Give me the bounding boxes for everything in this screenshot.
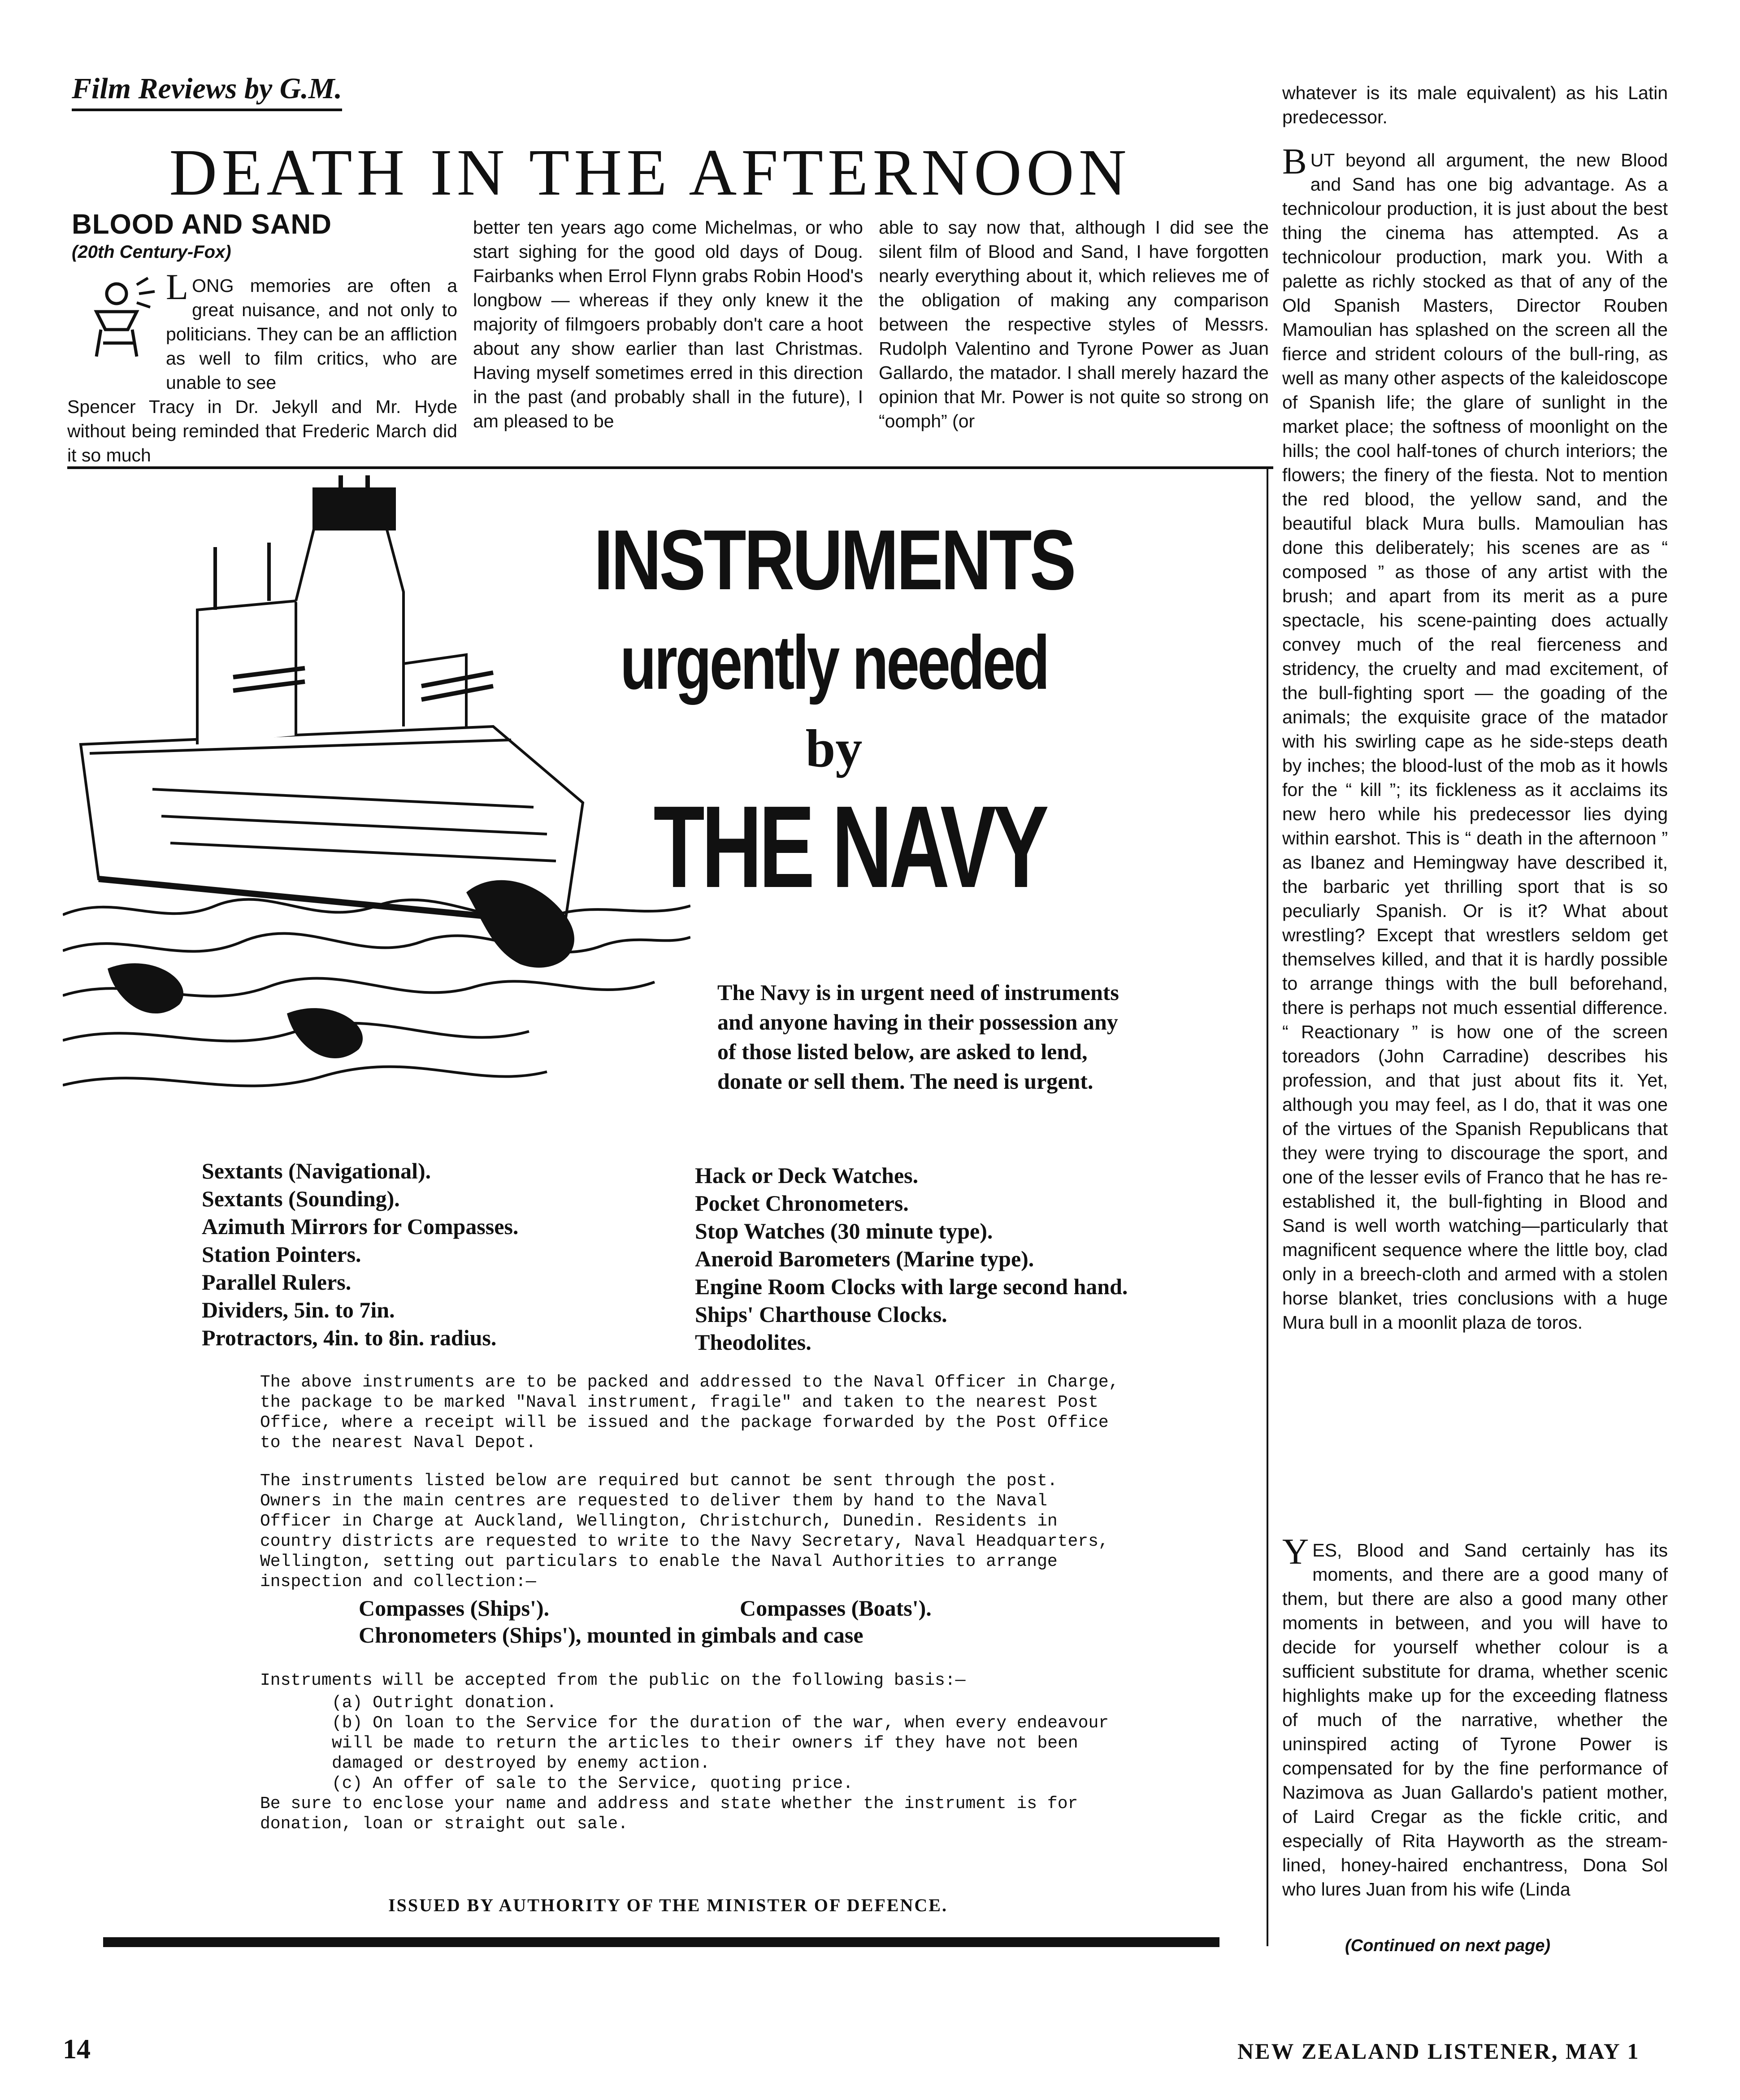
article-headline: DEATH IN THE AFTERNOON <box>169 136 1131 209</box>
list-item: Dividers, 5in. to 7in. <box>202 1297 395 1322</box>
review-col1-text: ONG memories are often a great nuisance, and not only to politicians. They can be an affliction as well to film critics, who are unable to see <box>166 275 457 393</box>
advert-bottom-rule <box>103 1937 1219 1947</box>
advert-headline-by: by <box>805 718 863 778</box>
review-column-3: able to say now that, although I did see the silent film of Blood and Sand, I have forgotten nearly everything about it, which relieves me of the obligation of making any comparison between the respective styles of Messrs. Rudolph Valentino and Tyrone Power as Juan Gallardo, the matador. I shall merely hazard the opinion that Mr. Power is not quite so strong on “oomph” (or <box>879 217 1269 431</box>
list-item: Hack or Deck Watches. <box>695 1163 919 1188</box>
drop-cap-b: B <box>1282 141 1307 182</box>
list-item: Sextants (Sounding). <box>202 1186 400 1211</box>
list-item: Stop Watches (30 minute type). <box>695 1218 993 1243</box>
drop-cap-l: L <box>166 266 189 307</box>
review-col4-text: UT beyond all argument, the new Blood and Sand has one big advantage. As a technicolour production, it is just about the best thing the cinema has attempted. As a technicolour production, mark you. With a palette as richly stocked as that of any of the Old Spanish Masters, Director Rouben Mamoulian has splashed on the screen all the fierce and strident colours of the bull-ring, as well as many other aspects of the kaleidoscope of Spanish life; the glare of sunlight in the market place; the softness of moonlight on the hills; the cool half-tones of church interiors; the flowers; the finery of the fiesta. Not to mention the red blood, the yellow sand, and the beautiful black Mura bulls. Mamoulian has done this deliberately; his scenes are as “ composed ” as those of any artist with the brush; and apart from its merit as a pure spectacle, his scene-painting does actually convey much of the real fierceness and stridency, the cruelty and mad excitement, of the bull-fighting sport — the goading of the animals; the exquisite grace of the matador with his swirling cape as he side-steps death by inches; the blood-lust of the mob as it howls for the “ kill ”; its fickleness as it acclaims its new hero while his predecessor lies dying within earshot. This is “ death in the afternoon ” as Ibanez and Hemingway have described it, the barbaric yet thrilling sport that is so peculiarly Spanish. Or is it? What about wrestling? Except that wrestlers seldom get themselves killed, and that it is hardly possible to arrange things with the bull beforehand, there is perhaps not much essential difference. “ Reactionary ” is how one of the screen toreadors (John Carradine) describes his profession, and that just about fits it. Yet, although you may feel, as I do, that it was one of the virtues of the Spanish Republicans that they were trying to discourage the sport, and one of the lesser evils of Franco that he has re-established it, the bull-fighting in Blood and Sand is well worth watching—particularly that magnificent sequence where the little boy, clad only in a breech-cloth and armed with a stolen horse blanket, tries conclusions with a huge Mura bull in a moonlit plaza de toros. <box>1282 150 1668 1333</box>
section-tag: Film Reviews by G.M. <box>72 72 342 111</box>
advert-headline-urgently-needed: urgently needed <box>620 620 1048 705</box>
list-item: Engine Room Clocks with large second hand. <box>695 1274 1128 1299</box>
film-title: BLOOD AND SAND <box>72 209 332 240</box>
critic-sketch-icon <box>69 276 159 361</box>
review-col4-final-text: ES, Blood and Sand certainly has its moments, and there are a good many of them, but there are also a good many other moments in between, and you will have to decide for yourself whether colour is a sufficient substitute for drama, whether scenic highlights make up for the exceeding flatness of much of the narrative, whether the uninspired acting of Tyrone Power is compensated for by the fine performance of Nazimova as Juan Gallardo's patient mother, of Laird Cregar as the fickle critic, and especially of Rita Hayworth as the stream-lined, honey-haired enchantress, Dona Sol who lures Juan from his wife (Linda <box>1282 1540 1668 1900</box>
list-item: Ships' Charthouse Clocks. <box>695 1302 947 1327</box>
basis-item-a: (a) Outright donation. <box>332 1693 557 1713</box>
advert-post-instructions: The above instruments are to be packed and addressed to the Naval Officer in Charge, the package to be marked "Naval instrument, fragile" and taken to the nearest Post Office, where a receipt will be issued and the package forwarded by the Post Office to the nearest Naval Depot. <box>260 1373 1119 1452</box>
continued-note: (Continued on next page) <box>1345 1936 1551 1955</box>
list-item: Pocket Chronometers. <box>695 1191 909 1216</box>
list-item: Azimuth Mirrors for Compasses. <box>202 1214 519 1239</box>
issued-by-authority: ISSUED BY AUTHORITY OF THE MINISTER OF DEFENCE. <box>388 1895 948 1915</box>
list-item: Sextants (Navigational). <box>202 1158 431 1183</box>
advert-hand-delivery-instructions: The instruments listed below are required but cannot be sent through the post. Owners in the main centres are requested to deliver them by hand to the Naval Officer in Charge at Auckland, Wellington, Christchurch, Dunedin. Residents in country districts are requested to write to the Navy Secretary, Naval Headquarters, Wellington, setting out particulars to enable the Naval Authorities to arrange inspection and collection:— <box>260 1471 1109 1591</box>
enclose-instructions: Be sure to enclose your name and address and state whether the instrument is for donation, loan or straight out sale. <box>260 1794 1078 1834</box>
compasses-boats: Compasses (Boats'). <box>740 1596 932 1621</box>
list-item: Aneroid Barometers (Marine type). <box>695 1246 1034 1271</box>
review-column-4 <box>1282 141 1668 1335</box>
advert-headline-the-navy: THE NAVY <box>653 782 1046 912</box>
basis-item-b: (b) On loan to the Service for the duration of the war, when every endeavour will be made to return the articles to their owners if they have not been damaged or destroyed by enemy action. <box>332 1713 1109 1773</box>
film-studio: (20th Century-Fox) <box>72 242 231 262</box>
advert-intro: The Navy is in urgent need of instruments and anyone having in their possession any of those listed below, are asked to lend, donate or sell them. The need is urgent. <box>717 980 1119 1094</box>
review-column-1-continued: Spencer Tracy in Dr. Jekyll and Mr. Hyde without being reminded that Frederic March did it so much <box>67 396 457 465</box>
instrument-list-left <box>202 1157 673 1352</box>
review-column-2: better ten years ago come Michelmas, or who start sighing for the good old days of Doug. Fairbanks when Errol Flynn grabs Robin Hood's longbow — whereas if they only knew it the majority of filmgoers probably don't care a hoot about any show earlier than last Christmas. Having myself sometimes erred in this direction in the past (and probably shall in the future), I am pleased to be <box>473 217 863 431</box>
list-item: Theodolites. <box>695 1330 811 1355</box>
chronometers-ships: Chronometers (Ships'), mounted in gimbals and case <box>359 1622 863 1648</box>
drop-cap-y: Y <box>1282 1531 1309 1572</box>
advert-side-rule <box>1267 466 1268 1946</box>
advert-top-rule <box>67 466 1273 469</box>
review-column-1 <box>166 266 457 395</box>
instrument-list-right <box>695 1161 1188 1356</box>
compasses-ships: Compasses (Ships'). <box>359 1596 550 1621</box>
advert-headline-instruments: INSTRUMENTS <box>594 513 1074 608</box>
review-column-4-final <box>1282 1531 1668 1901</box>
publication-masthead: NEW ZEALAND LISTENER, MAY 1 <box>1237 2039 1640 2064</box>
review-column-4-top: whatever is its male equivalent) as his Latin predecessor. <box>1282 83 1668 127</box>
list-item: Parallel Rulers. <box>202 1270 351 1295</box>
page-number: 14 <box>63 2034 91 2065</box>
list-item: Station Pointers. <box>202 1242 361 1267</box>
acceptance-basis-intro: Instruments will be accepted from the public on the following basis:— <box>260 1671 966 1690</box>
basis-item-c: (c) An offer of sale to the Service, quoting price. <box>332 1774 853 1793</box>
list-item: Protractors, 4in. to 8in. radius. <box>202 1325 497 1350</box>
